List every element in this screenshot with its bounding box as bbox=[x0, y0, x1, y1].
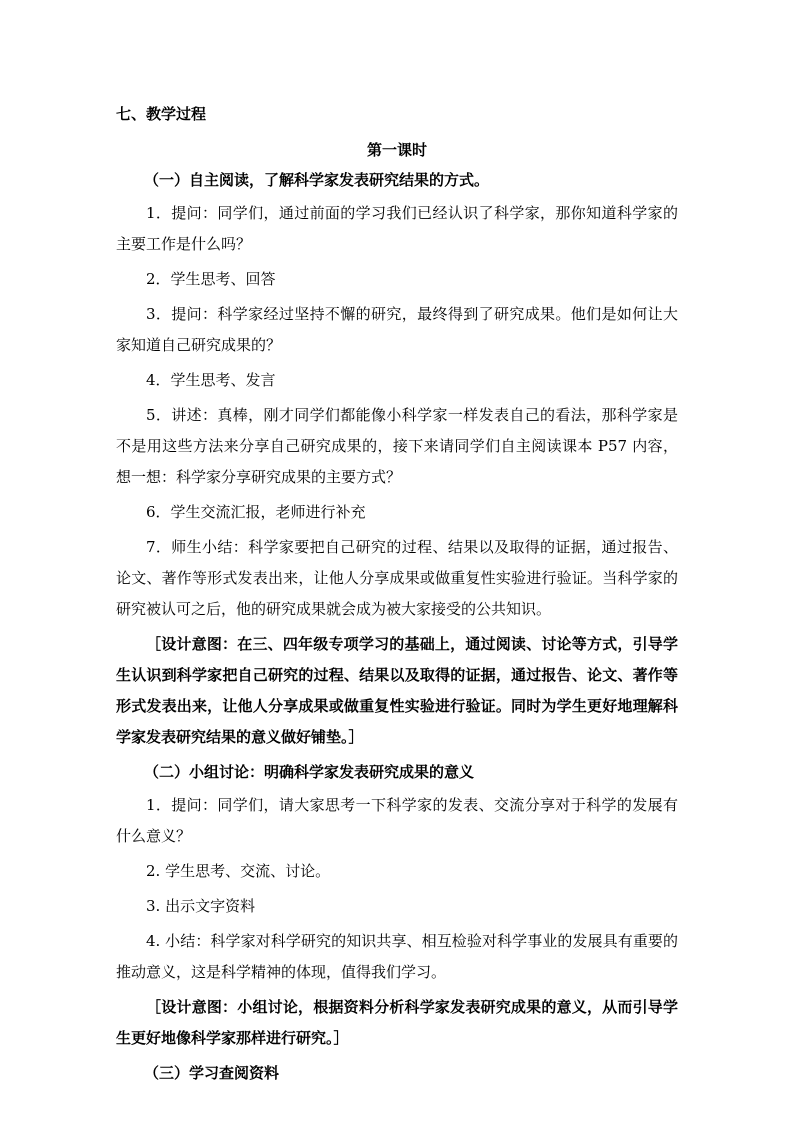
part1-design-intent: ［设计意图：在三、四年级专项学习的基础上，通过阅读、讨论等方式，引导学生认识到科学家把自己研究的过程、结果以及取得的证据，通过报告、论文、著作等形式发表出来，让他人分享成果或做重复性实验进行验证。同时为学生更好地理解科学家发表研究结果的意义做好铺垫。］ bbox=[116, 635, 678, 746]
document-content bbox=[116, 99, 678, 1089]
part1-item-7: 7．师生小结：科学家要把自己研究的过程、结果以及取得的证据，通过报告、论文、著作等形式发表出来，让他人分享成果或做重复性实验进行验证。当科学家的研究被认可之后，他的研究成果就会成为被大家接受的公共知识。 bbox=[116, 538, 678, 618]
part1-item-5: 5．讲述：真棒，刚才同学们都能像小科学家一样发表自己的看法，那科学家是不是用这些方法来分享自己研究成果的，接下来请同学们自主阅读课本 P57 内容，想一想：科学家分享研究成果的主要方式？ bbox=[116, 406, 678, 486]
lesson-title: 第一课时 bbox=[366, 141, 427, 159]
part1-item-3: 3．提问：科学家经过坚持不懈的研究，最终得到了研究成果。他们是如何让大家知道自己研究成果的？ bbox=[116, 305, 678, 354]
part2-item-1: 1．提问：同学们，请大家思考一下科学家的发表、交流分享对于科学的发展有什么意义？ bbox=[116, 796, 678, 845]
part1-item-6: 6．学生交流汇报，老师进行补充 bbox=[146, 503, 366, 521]
part1-heading: （一）自主阅读，了解科学家发表研究结果的方式。 bbox=[144, 171, 490, 189]
part1-item-2: 2．学生思考、回答 bbox=[146, 270, 276, 288]
part2-heading: （二）小组讨论：明确科学家发表研究成果的意义 bbox=[144, 763, 475, 781]
part2-item-3: 3. 出示文字资料 bbox=[146, 897, 256, 915]
part3-heading: （三）学习查阅资料 bbox=[144, 1064, 280, 1082]
part2-item-2: 2. 学生思考、交流、讨论。 bbox=[146, 862, 331, 880]
part1-item-1: 1．提问：同学们，通过前面的学习我们已经认识了科学家，那你知道科学家的主要工作是什么吗？ bbox=[116, 204, 678, 253]
part2-item-4: 4. 小结：科学家对科学研究的知识共享、相互检验对科学事业的发展具有重要的推动意义，这是科学精神的体现，值得我们学习。 bbox=[116, 932, 678, 981]
part1-item-4: 4．学生思考、发言 bbox=[146, 371, 276, 389]
section-title: 七、教学过程 bbox=[116, 105, 207, 123]
part2-design-intent: ［设计意图：小组讨论，根据资料分析科学家发表研究成果的意义，从而引导学生更好地像科学家那样进行研究。］ bbox=[116, 998, 678, 1047]
